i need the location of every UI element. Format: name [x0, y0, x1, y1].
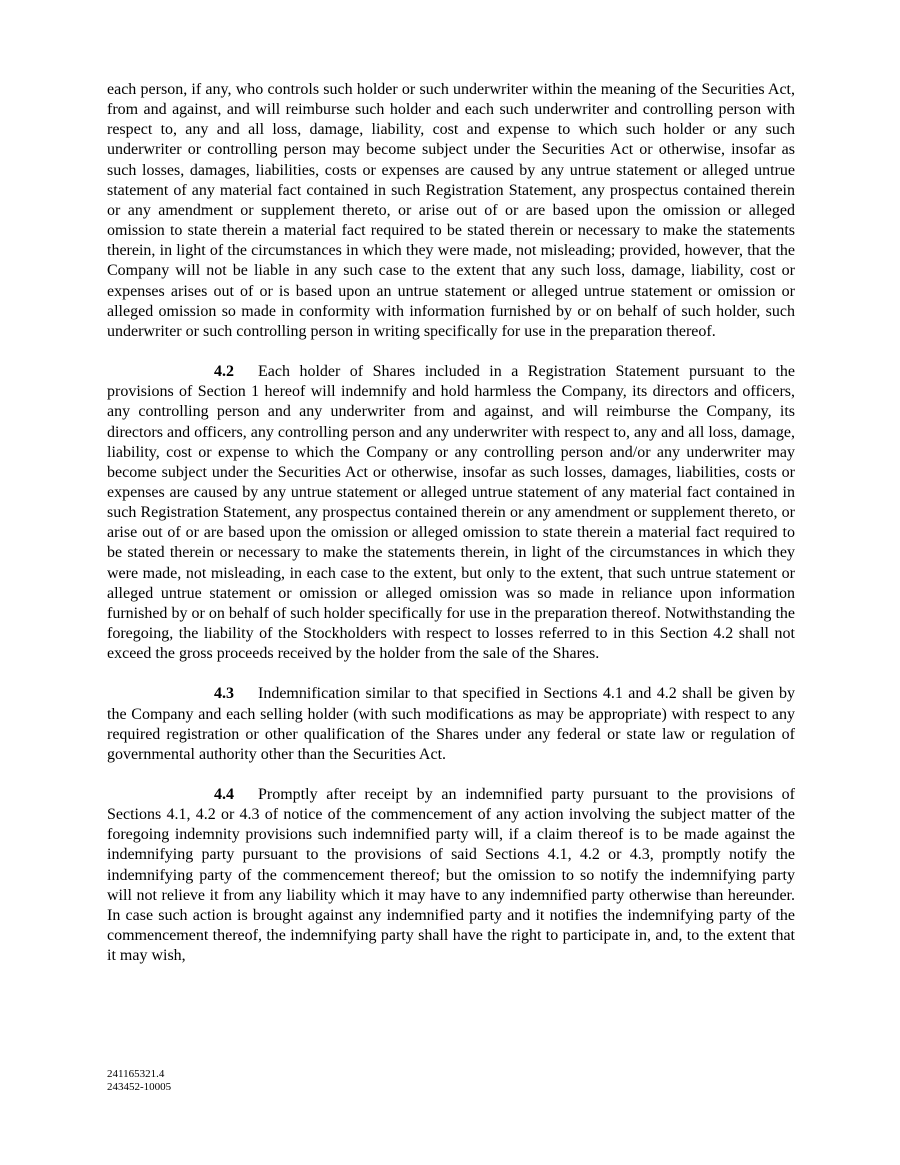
footer-matter-id: 243452-10005: [107, 1081, 172, 1093]
section-number: 4.2: [214, 363, 234, 381]
footer-doc-id: 241165321.4: [107, 1068, 165, 1080]
document-footer: [107, 1068, 171, 1094]
paragraph-4-3: [107, 684, 795, 765]
paragraph-4-4: [107, 785, 795, 966]
document-body: [107, 80, 795, 966]
paragraph-4-2: [107, 362, 795, 664]
paragraph-4-1-continuation: each person, if any, who controls such holder or such underwriter within the meaning of the Securities Act, from and against, and will reimburse such holder and each such underwriter and controlling person with respect to, any and all loss, damage, liability, cost and expense to which such holder or any such underwriter or controlling person may become subject under the Securities Act or otherwise, insofar as such losses, damages, liabilities, costs or expenses are caused by any untrue statement or alleged untrue statement of any material fact contained in such Registration Statement, any prospectus contained therein or any amendment or supplement thereto, or arise out of or are based upon the omission or alleged omission to state therein a material fact required to be stated therein or necessary to make the statements therein, in light of the circumstances in which they were made, not misleading; provided, however, that the Company will not be liable in any such case to the extent that any such loss, damage, liability, cost or expenses arises out of or is based upon an untrue statement or alleged untrue statement or omission or alleged omission so made in conformity with information furnished by or on behalf of such holder, such underwriter or such controlling person in writing specifically for use in the preparation thereof.: [107, 81, 795, 340]
section-number: 4.4: [214, 786, 234, 803]
paragraph-text: Each holder of Shares included in a Registration Statement pursuant to the provisions of Section 1 hereof will indemnify and hold harmless the Company, its directors and officers, any controlling person and any underwriter from and against, and will reimburse the Company, its directors and officers, any controlling person and any underwriter with respect to, any and all loss, damage, liability, cost or expense to which the Company or any controlling person and/or any underwriter may become subject under the Securities Act or otherwise, insofar as such losses, damages, liabilities, costs or expenses are caused by any untrue statement or alleged untrue statement of any material fact contained in such Registration Statement, any prospectus contained therein or any amendment or supplement thereto, or arise out of or are based upon the omission or alleged omission to state therein a material fact required to be stated therein or necessary to make the statements therein, in light of the circumstances in which they were made, not misleading, in each case to the extent, but only to the extent, that such untrue statement or alleged untrue statement or omission or alleged omission was so made in reliance upon information furnished by or on behalf of such holder specifically for use in the preparation thereof. Notwithstanding the foregoing, the liability of the Stockholders with respect to losses referred to in this Section 4.2 shall not exceed the gross proceeds received by the holder from the sale of the Shares.: [107, 363, 795, 663]
section-number: 4.3: [214, 685, 234, 703]
paragraph-text: Promptly after receipt by an indemnified party pursuant to the provisions of Sections 4.1, 4.2 or 4.3 of notice of the commencement of any action involving the subject matter of the foregoing indemnity provisions such indemnified party will, if a claim thereof is to be made against the indemnifying party pursuant to the provisions of said Sections 4.1, 4.2 or 4.3, promptly notify the indemnifying party of the commencement thereof; but the omission to so notify the indemnifying party will not relieve it from any liability which it may have to any indemnified party otherwise than hereunder. In case such action is brought against any indemnified party and it notifies the indemnifying party of the commencement thereof, the indemnifying party shall have the right to participate in, and, to the extent that it may wish,: [107, 786, 795, 965]
paragraph-text: Indemnification similar to that specified in Sections 4.1 and 4.2 shall be given by the Company and each selling holder (with such modifications as may be appropriate) with respect to any required registration or other qualification of the Shares under any federal or state law or regulation of governmental authority other than the Securities Act.: [107, 685, 795, 763]
